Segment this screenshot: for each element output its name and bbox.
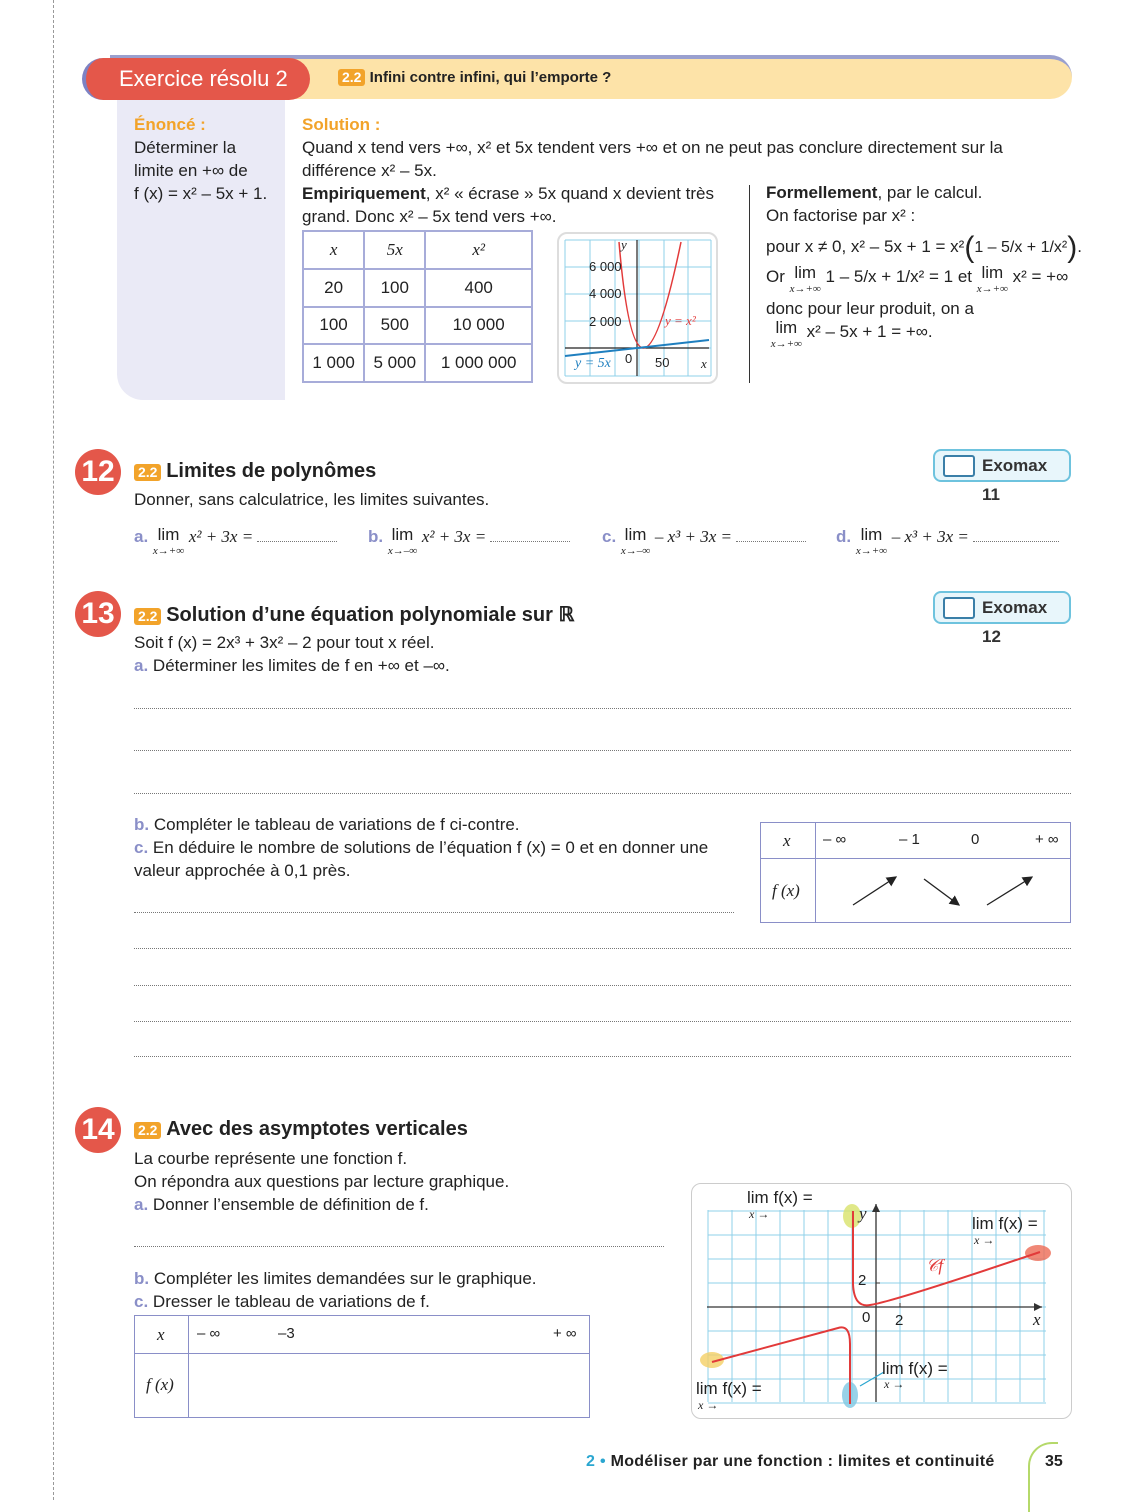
lim: lim [794,263,817,282]
curve-label: 𝒞f [926,1256,944,1275]
x-value: + ∞ [1035,831,1059,848]
x-value: + ∞ [553,1325,577,1342]
answer-blank[interactable] [973,541,1059,542]
limit-sub: x → [698,1398,719,1412]
exercise-number: 12 [75,449,121,495]
question-c: valeur approchée à 0,1 près. [134,861,351,880]
question-a: Déterminer les limites de f en +∞ et –∞. [152,656,450,675]
or-word: Or [766,267,785,286]
section-badge: 2.2 [338,69,365,86]
answer-blank[interactable] [257,541,337,542]
chapter-title: Modéliser par une fonction : limites et continuité [610,1453,995,1470]
exomax-label: Exomax 11 [982,456,1048,504]
exercise-title: Solution d’une équation polynomiale sur ℝ [166,604,575,626]
footer-chapter [586,1453,995,1471]
cell: 100 [364,269,425,307]
section-badge: 2.2 [134,1122,161,1139]
variation-table-14 [134,1315,590,1418]
or-expr: x² = +∞ [1012,267,1069,286]
question-c: Dresser le tableau de variations de f. [152,1292,430,1311]
section-badge: 2.2 [134,608,161,625]
exercise-title: Limites de polynômes [166,460,377,482]
answer-line[interactable] [134,985,1071,986]
pour-line: pour x ≠ 0, x² – 5x + 1 = x² [766,237,965,256]
emp-text: grand. Donc x² – 5x tend vers +∞. [302,207,557,226]
ex13-text [134,631,450,677]
cell: 100 [303,307,364,345]
formel-bold: Formellement [766,183,878,202]
exercise-number: 13 [75,591,121,637]
solved-label: Exercice résolu 2 [82,58,310,100]
question-b: Compléter le tableau de variations de f ci-contre. [153,815,520,834]
arrow-up-icon [853,877,896,905]
instruction: Donner, sans calculatrice, les limites suivantes. [134,490,490,509]
or-expr: 1 – 5/x + 1/x² = 1 et [825,267,972,286]
cell: 20 [303,269,364,307]
ex13-bc [134,813,744,882]
chapter-number: 2 [586,1453,596,1470]
y-tick: 2 [858,1272,867,1289]
solved-title: Infini contre infini, qui l’emporte ? [369,69,612,86]
limit-label: lim f(x) = [972,1214,1038,1233]
item-letter: c. [134,1292,149,1311]
answer-line[interactable] [134,708,1071,709]
cell: 1 000 [303,344,364,382]
item-letter: b. [368,527,384,546]
item-letter: b. [134,1269,150,1288]
x-label: x [1033,1310,1041,1329]
exomax-button[interactable] [933,449,1071,504]
item-letter: a. [134,1195,149,1214]
lim: lim [775,318,798,337]
answer-line[interactable] [134,948,1071,949]
question-a: Donner l’ensemble de définition de f. [152,1195,429,1214]
lim-sub: x→+∞ [976,283,1008,295]
cell: 1 000 000 [425,344,532,382]
hand-pointer-icon [943,455,975,477]
limit-expr: – x³ + 3x = [654,527,733,546]
origin: 0 [625,351,633,366]
table-row [303,344,532,382]
y-tick: 4 000 [589,286,622,301]
enonce-line: limite en +∞ de [134,161,248,180]
limit-expr: x² + 3x = [421,527,487,546]
y-tick: 2 000 [589,314,622,329]
table-header: x [303,231,364,269]
origin: 0 [862,1309,871,1326]
statement: La courbe représente une fonction f. [134,1149,408,1168]
lim-sub: x→+∞ [855,545,887,557]
limit-sub: x → [749,1207,770,1221]
table-header: x² [425,231,532,269]
variation-arrows [816,859,1070,923]
question-c: En déduire le nombre de solutions de l’équation f (x) = 0 et en donner une [152,838,709,857]
solution-line: Quand x tend vers +∞, x² et 5x tendent vers +∞ et on ne peut pas conclure directement sur la [302,138,1003,157]
blue-curve-label: y = 5x [575,356,611,371]
y-label: y [859,1204,867,1223]
item-letter: b. [134,815,150,834]
question-b: Compléter les limites demandées sur le graphique. [153,1269,537,1288]
formel-text: , par le calcul. [877,183,983,202]
cell: 5 000 [364,344,425,382]
answer-line[interactable] [134,750,1071,751]
donc-line: donc pour leur produit, on a [766,299,974,318]
exercise-number: 14 [75,1107,121,1153]
x-value: –3 [278,1325,295,1342]
cell: 10 000 [425,307,532,345]
page-number: 35 [1045,1453,1063,1470]
x-value: – 1 [899,831,920,848]
section-badge: 2.2 [134,464,161,481]
fx-label: f (x) [772,881,800,900]
exomax-button[interactable] [933,591,1071,646]
limit-label: lim f(x) = [882,1359,948,1378]
lim: lim [981,263,1004,282]
answer-blank[interactable] [736,541,806,542]
parabola-curve [619,242,681,348]
solution-label: Solution : [302,115,381,134]
y-tick: 6 000 [589,259,622,274]
item-letter: c. [602,527,617,546]
answer-line[interactable] [134,1056,1071,1057]
x-value: – ∞ [197,1325,221,1342]
formal-solution: Formellement, par le calcul. On factorise par x² : pour x ≠ 0, x² – 5x + 1 = x²(1 – 5/x + 1/x²). Or lim x→+∞ 1 – 5/x + 1/x² = 1 et lim x→+∞ x² = +∞ donc pour leur produit, on a lim x→+∞ x² – 5x + 1 = +∞. [766,183,1082,350]
lim-sub: x→+∞ [152,545,185,557]
limit-item: a. lim x→+∞ x² + 3x = [134,527,368,559]
values-table [302,230,533,383]
arrow-up-icon [987,877,1032,905]
answer-line[interactable] [134,793,1071,794]
cell: 500 [364,307,425,345]
y-label: y [621,237,627,252]
limits-list [134,527,1074,559]
factor-line: On factorise par x² : [766,206,916,225]
lim-sub: x→–∞ [387,545,418,557]
x-value: – ∞ [823,831,847,848]
answer-blank[interactable] [490,541,570,542]
table-row [303,307,532,345]
limit-sub: x → [884,1377,905,1391]
emp-text: , x² « écrase » 5x quand x devient très [425,184,714,203]
item-letter: c. [134,838,149,857]
statement: Soit f (x) = 2x³ + 3x² – 2 pour tout x réel. [134,633,435,652]
limit-item: d. lim x→+∞ – x³ + 3x = [836,527,1059,559]
table-row [303,269,532,307]
limit-item: c. lim x→–∞ – x³ + 3x = [602,527,836,559]
answer-line[interactable] [134,912,734,913]
lim-sub: x→+∞ [789,283,821,295]
limit-sub: x → [974,1233,995,1247]
x-tick: 50 [655,355,670,370]
ex14-text [134,1147,509,1216]
limit-expr: x² + 3x = [188,527,254,546]
item-letter: a. [134,656,149,675]
red-curve-label: y = x² [665,313,696,328]
cut-line [53,0,54,1500]
fx-label: f (x) [146,1375,174,1394]
table-header: 5x [364,231,425,269]
paren-content: 1 – 5/x + 1/x² [974,239,1068,256]
asymptote-graph [691,1183,1072,1419]
limit-expr: – x³ + 3x = [891,527,969,546]
statement: On répondra aux questions par lecture graphique. [134,1172,510,1191]
lim-sub: x→–∞ [620,545,651,557]
solution-line: différence x² – 5x. [302,161,437,180]
limit-item: b. lim x→–∞ x² + 3x = [368,527,602,559]
hand-pointer-icon [943,597,975,619]
item-letter: d. [836,527,852,546]
x-tick: 2 [895,1312,904,1329]
x-label: x [157,1325,165,1344]
item-letter: a. [134,527,149,546]
exercise-title: Avec des asymptotes verticales [166,1118,468,1140]
ex14-bc [134,1267,537,1313]
enonce [134,113,267,205]
lim-sub: x→+∞ [770,338,802,350]
x-value: 0 [971,831,980,848]
answer-line[interactable] [134,1246,664,1247]
divider [749,185,750,383]
variation-table-13 [760,822,1071,923]
limit-label: lim f(x) = [747,1188,813,1207]
enonce-line: Déterminer la [134,138,237,157]
enonce-line: f (x) = x² – 5x + 1. [134,184,268,203]
exomax-label: Exomax 12 [982,598,1048,646]
final-expr: x² – 5x + 1 = +∞. [806,322,933,341]
emp-bold: Empiriquement [302,184,426,203]
x-label: x [701,356,707,371]
x-label: x [783,831,791,850]
enonce-label: Énoncé : [134,115,206,134]
small-graph [557,232,718,384]
answer-line[interactable] [134,1021,1071,1022]
cell: 400 [425,269,532,307]
limit-label: lim f(x) = [696,1379,762,1398]
arrow-down-icon [924,879,959,905]
separator: • [599,1453,606,1470]
